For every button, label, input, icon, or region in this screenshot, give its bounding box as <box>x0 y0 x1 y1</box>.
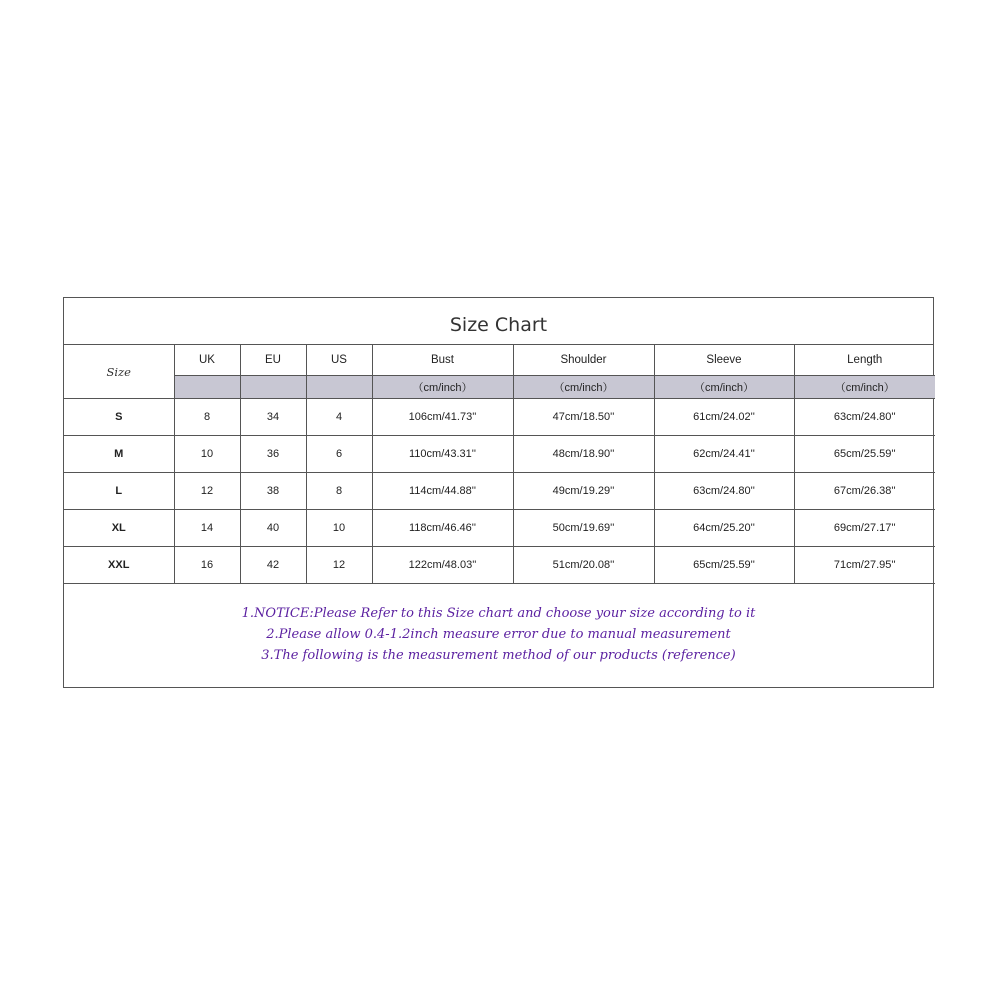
unit-eu <box>240 376 306 399</box>
chart-title: Size Chart <box>64 298 933 345</box>
us-cell: 10 <box>306 510 372 547</box>
shoulder-cell: 50cm/19.69'' <box>513 510 654 547</box>
uk-cell: 14 <box>174 510 240 547</box>
bust-cell: 114cm/44.88'' <box>372 473 513 510</box>
uk-cell: 8 <box>174 399 240 436</box>
notice-line-1: 1.NOTICE:Please Refer to this Size chart and choose your size according to it <box>241 605 756 621</box>
size-cell: S <box>64 399 174 436</box>
notice-section <box>64 584 933 685</box>
us-cell: 12 <box>306 547 372 584</box>
shoulder-cell: 49cm/19.29'' <box>513 473 654 510</box>
size-cell: L <box>64 473 174 510</box>
shoulder-cell: 51cm/20.08'' <box>513 547 654 584</box>
eu-cell: 42 <box>240 547 306 584</box>
unit-shoulder: （cm/inch） <box>513 376 654 399</box>
notice-line-3: 3.The following is the measurement method of our products (reference) <box>261 647 736 663</box>
shoulder-cell: 47cm/18.50'' <box>513 399 654 436</box>
header-shoulder: Shoulder <box>513 345 654 376</box>
length-cell: 63cm/24.80'' <box>794 399 935 436</box>
uk-cell: 12 <box>174 473 240 510</box>
unit-us <box>306 376 372 399</box>
units-row <box>64 376 935 399</box>
sleeve-cell: 62cm/24.41'' <box>654 436 794 473</box>
eu-cell: 36 <box>240 436 306 473</box>
sleeve-cell: 63cm/24.80'' <box>654 473 794 510</box>
header-bust: Bust <box>372 345 513 376</box>
header-row <box>64 345 935 376</box>
bust-cell: 122cm/48.03'' <box>372 547 513 584</box>
uk-cell: 16 <box>174 547 240 584</box>
length-cell: 69cm/27.17'' <box>794 510 935 547</box>
bust-cell: 110cm/43.31'' <box>372 436 513 473</box>
sleeve-cell: 64cm/25.20'' <box>654 510 794 547</box>
table-row <box>64 547 935 584</box>
table-row <box>64 473 935 510</box>
table-row <box>64 510 935 547</box>
header-us: US <box>306 345 372 376</box>
shoulder-cell: 48cm/18.90'' <box>513 436 654 473</box>
header-sleeve: Sleeve <box>654 345 794 376</box>
unit-uk <box>174 376 240 399</box>
unit-length: （cm/inch） <box>794 376 935 399</box>
eu-cell: 40 <box>240 510 306 547</box>
unit-bust: （cm/inch） <box>372 376 513 399</box>
size-chart <box>63 297 934 688</box>
header-eu: EU <box>240 345 306 376</box>
size-cell: M <box>64 436 174 473</box>
eu-cell: 38 <box>240 473 306 510</box>
header-length: Length <box>794 345 935 376</box>
size-table <box>64 345 935 584</box>
length-cell: 65cm/25.59'' <box>794 436 935 473</box>
notice-line-2: 2.Please allow 0.4-1.2inch measure error due to manual measurement <box>266 626 731 642</box>
size-header: Size <box>64 345 174 399</box>
size-cell: XL <box>64 510 174 547</box>
uk-cell: 10 <box>174 436 240 473</box>
table-row <box>64 399 935 436</box>
table-row <box>64 436 935 473</box>
length-cell: 71cm/27.95'' <box>794 547 935 584</box>
us-cell: 6 <box>306 436 372 473</box>
us-cell: 4 <box>306 399 372 436</box>
header-uk: UK <box>174 345 240 376</box>
bust-cell: 106cm/41.73'' <box>372 399 513 436</box>
bust-cell: 118cm/46.46'' <box>372 510 513 547</box>
sleeve-cell: 61cm/24.02'' <box>654 399 794 436</box>
sleeve-cell: 65cm/25.59'' <box>654 547 794 584</box>
us-cell: 8 <box>306 473 372 510</box>
eu-cell: 34 <box>240 399 306 436</box>
size-cell: XXL <box>64 547 174 584</box>
length-cell: 67cm/26.38'' <box>794 473 935 510</box>
unit-sleeve: （cm/inch） <box>654 376 794 399</box>
